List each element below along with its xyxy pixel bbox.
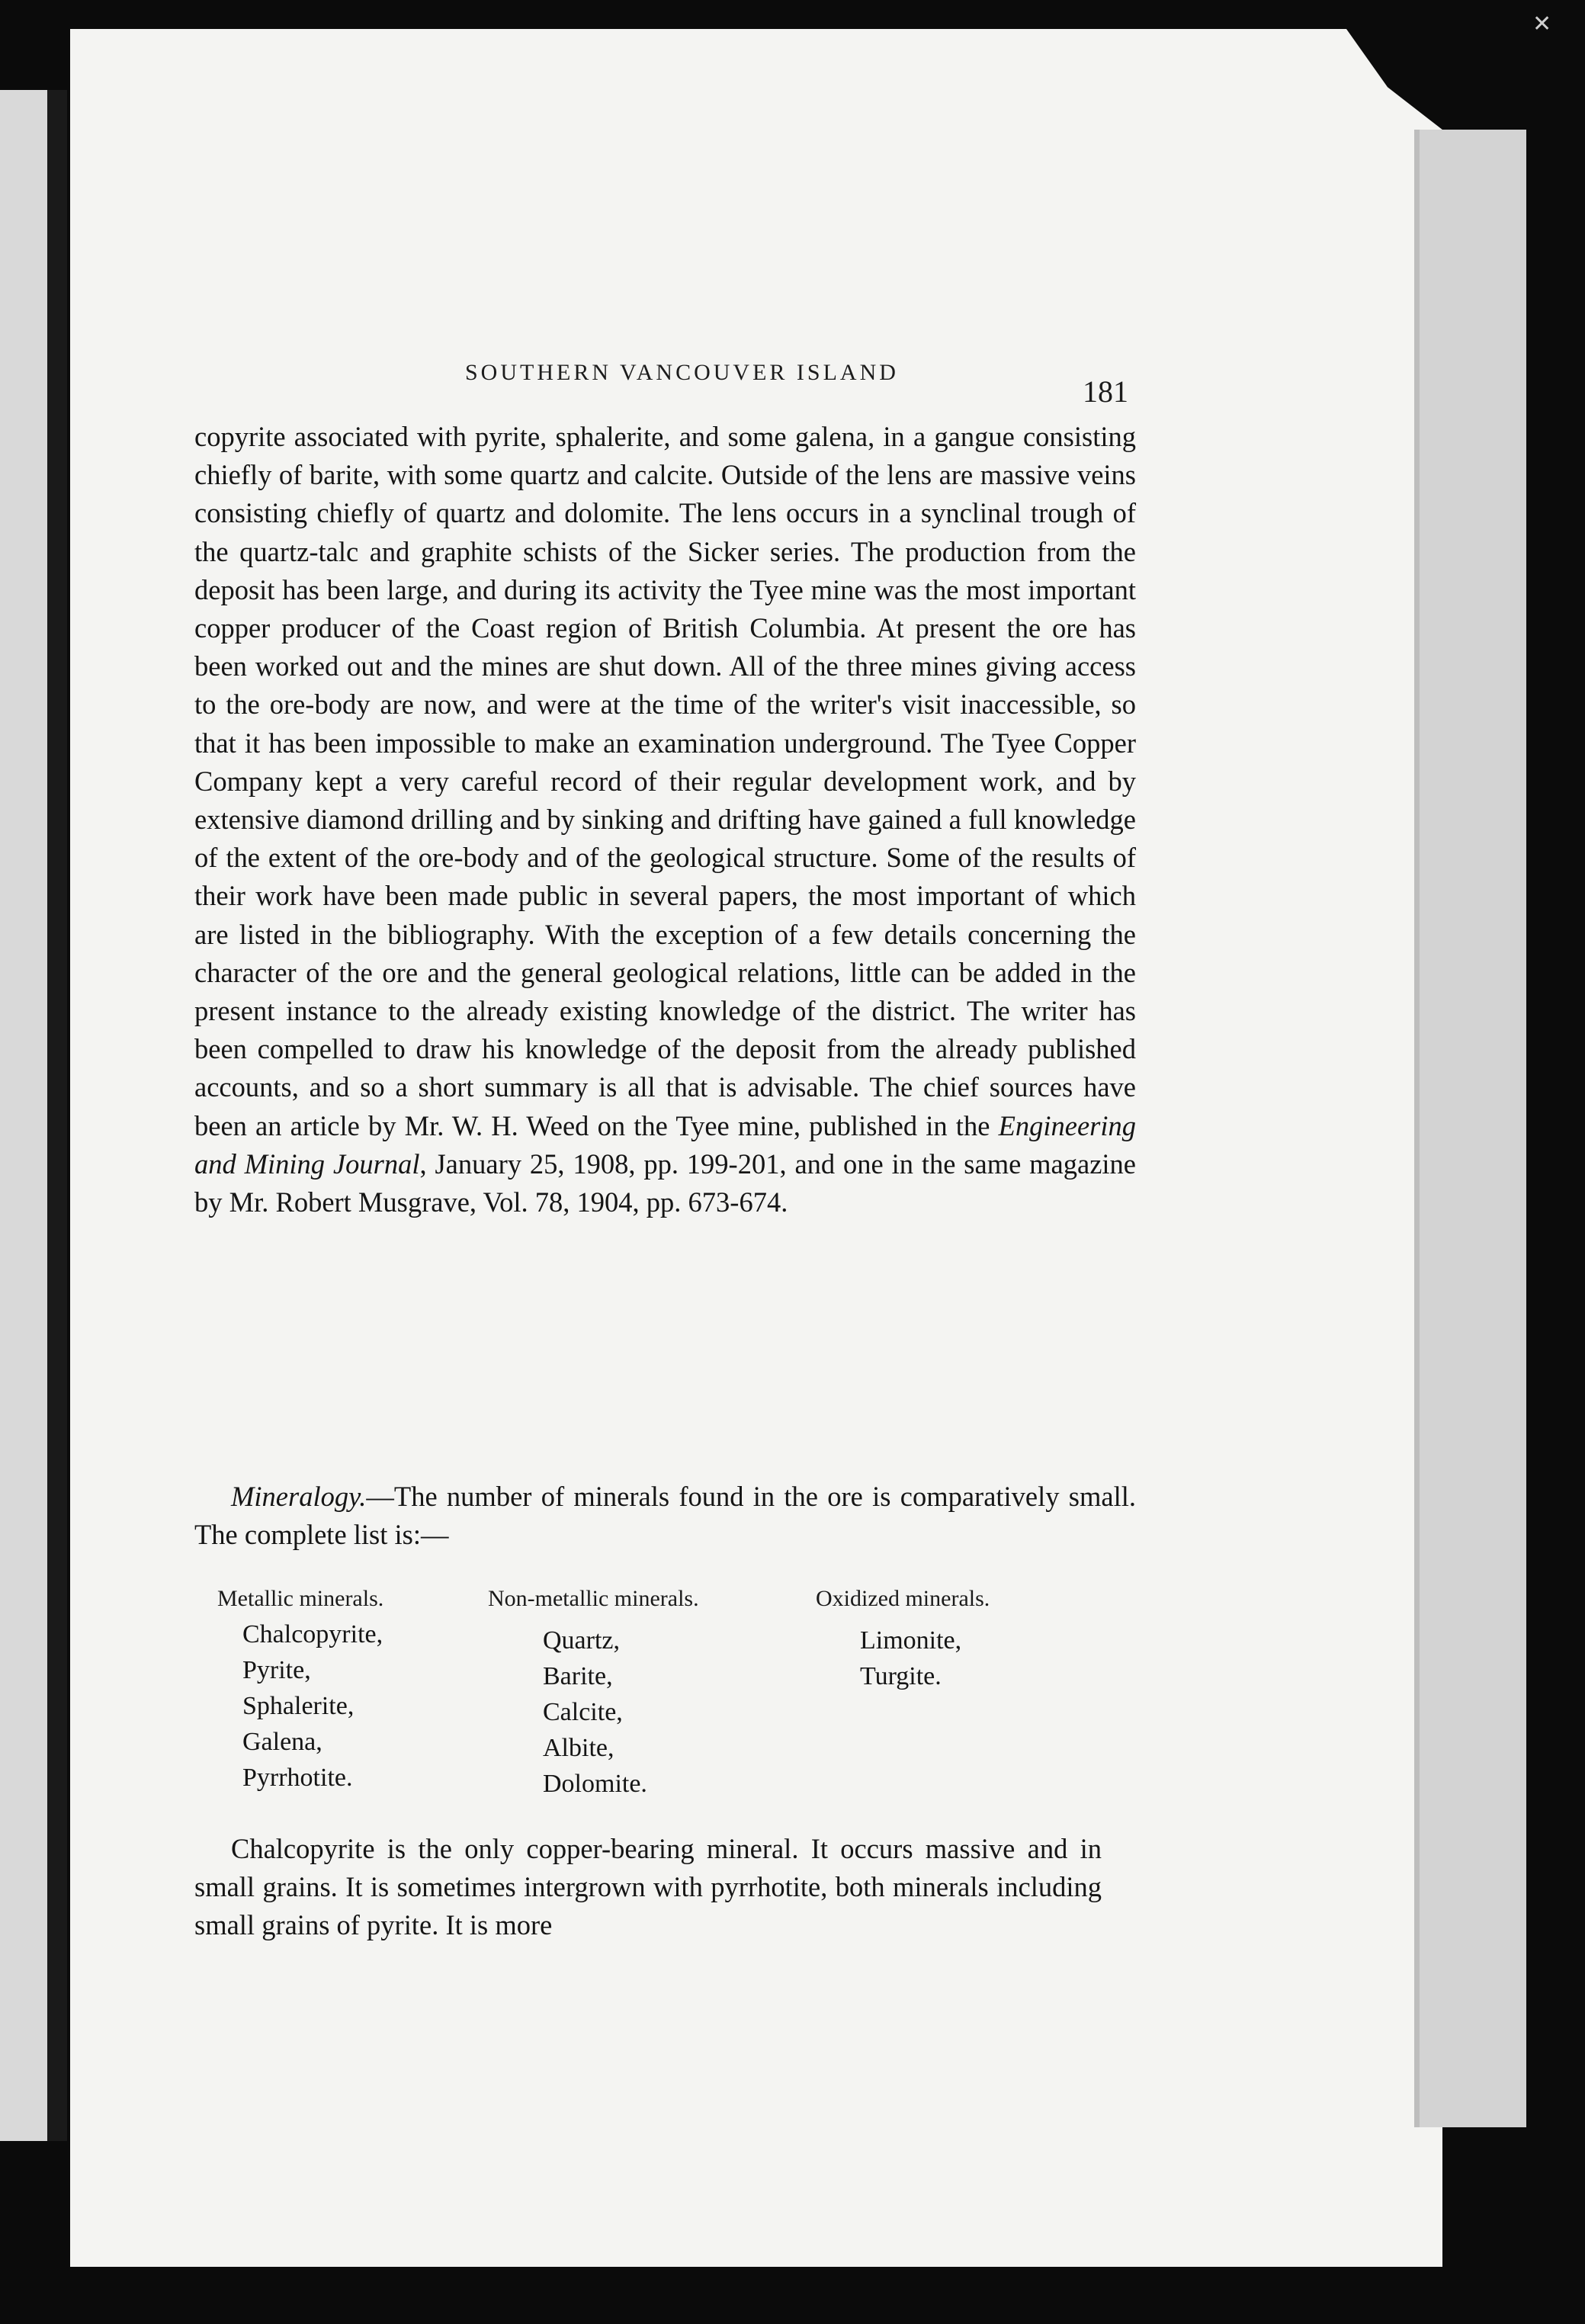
list-item: Galena, bbox=[242, 1728, 322, 1756]
list-item: Pyrrhotite. bbox=[242, 1764, 353, 1792]
list-item: Quartz, bbox=[543, 1626, 621, 1655]
journal-title: Engineering and Mining Journal bbox=[194, 1109, 1136, 1180]
metallic-minerals-heading: Metallic minerals. bbox=[217, 1586, 384, 1611]
running-head: SOUTHERN VANCOUVER ISLAND bbox=[465, 360, 899, 385]
paragraph-text-after-journal: , January 25, 1908, pp. 199-201, and one in the same magazine by Mr. Robert Musgrave, Vol. 78, 1904, pp. 673-674. bbox=[194, 1148, 1136, 1218]
metallic-minerals-list bbox=[242, 1616, 383, 1796]
non-metallic-minerals-heading: Non-metallic minerals. bbox=[488, 1586, 699, 1611]
paragraph-text-before-journal: copyrite associated with pyrite, sphalerite, and some galena, in a gangue consisting chiefly of barite, with some quartz and calcite. Outside of the lens are massive veins consisting chiefly of quartz and dolomite. The lens occurs in a synclinal trough of the quartz-talc and graphite schists of the Sicker series. The production from the deposit has been large, and during its activity the Tyee mine was the most important copper producer of the Coast region of British Columbia. At present the ore has been worked out and the mines are shut down. All of the three mines giving access to the ore-body are now, and were at the time of the writer's visit inaccessible, so that it has been impossible to make an examination underground. The Tyee Copper Company kept a very careful record of their regular development work, and by extensive diamond drilling and by sinking and drifting have gained a full knowledge of the extent of the ore-body and of the geological structure. Some of the results of their work have been made public in several papers, the most important of which are listed in the bibliography. With the exception of a few details concerning the character of the ore and the general geological relations, little can be added in the present instance to the already existing knowledge of the district. The writer has been compelled to draw his knowledge of the deposit from the already published accounts, and so a short summary is all that is advisable. The chief sources have been an article by Mr. W. H. Weed on the Tyee mine, published in the bbox=[194, 421, 1136, 1141]
scan-artifact-icon: ✕ bbox=[1532, 11, 1552, 37]
list-item: Barite, bbox=[543, 1662, 613, 1690]
mineralogy-paragraph bbox=[194, 1478, 1136, 1554]
list-item: Calcite, bbox=[543, 1698, 623, 1726]
body-paragraph-2: Chalcopyrite is the only copper-bearing mineral. It occurs massive and in small grains. It is sometimes intergrown with pyrrhotite, both minerals including small grains of pyrite. It is more bbox=[194, 1833, 1102, 1940]
list-item: Chalcopyrite, bbox=[242, 1620, 383, 1648]
list-item: Pyrite, bbox=[242, 1656, 311, 1684]
list-item: Albite, bbox=[543, 1734, 614, 1762]
book-spine-shadow bbox=[47, 90, 67, 2141]
non-metallic-minerals-list bbox=[543, 1623, 647, 1802]
mineralogy-intro: —The number of minerals found in the ore is comparatively small. The complete list is:— bbox=[194, 1481, 1136, 1551]
list-item: Turgite. bbox=[860, 1662, 942, 1690]
oxidized-minerals-list bbox=[860, 1623, 961, 1694]
facing-page-edge bbox=[0, 90, 50, 2141]
body-paragraph-1 bbox=[194, 418, 1136, 1221]
oxidized-minerals-heading: Oxidized minerals. bbox=[816, 1586, 990, 1611]
list-item: Limonite, bbox=[860, 1626, 962, 1655]
list-item: Sphalerite, bbox=[242, 1692, 355, 1720]
list-item: Dolomite. bbox=[543, 1770, 647, 1798]
mineralogy-heading: Mineralogy. bbox=[231, 1481, 367, 1512]
page-fold bbox=[1420, 130, 1526, 2127]
page-number: 181 bbox=[1083, 374, 1128, 409]
